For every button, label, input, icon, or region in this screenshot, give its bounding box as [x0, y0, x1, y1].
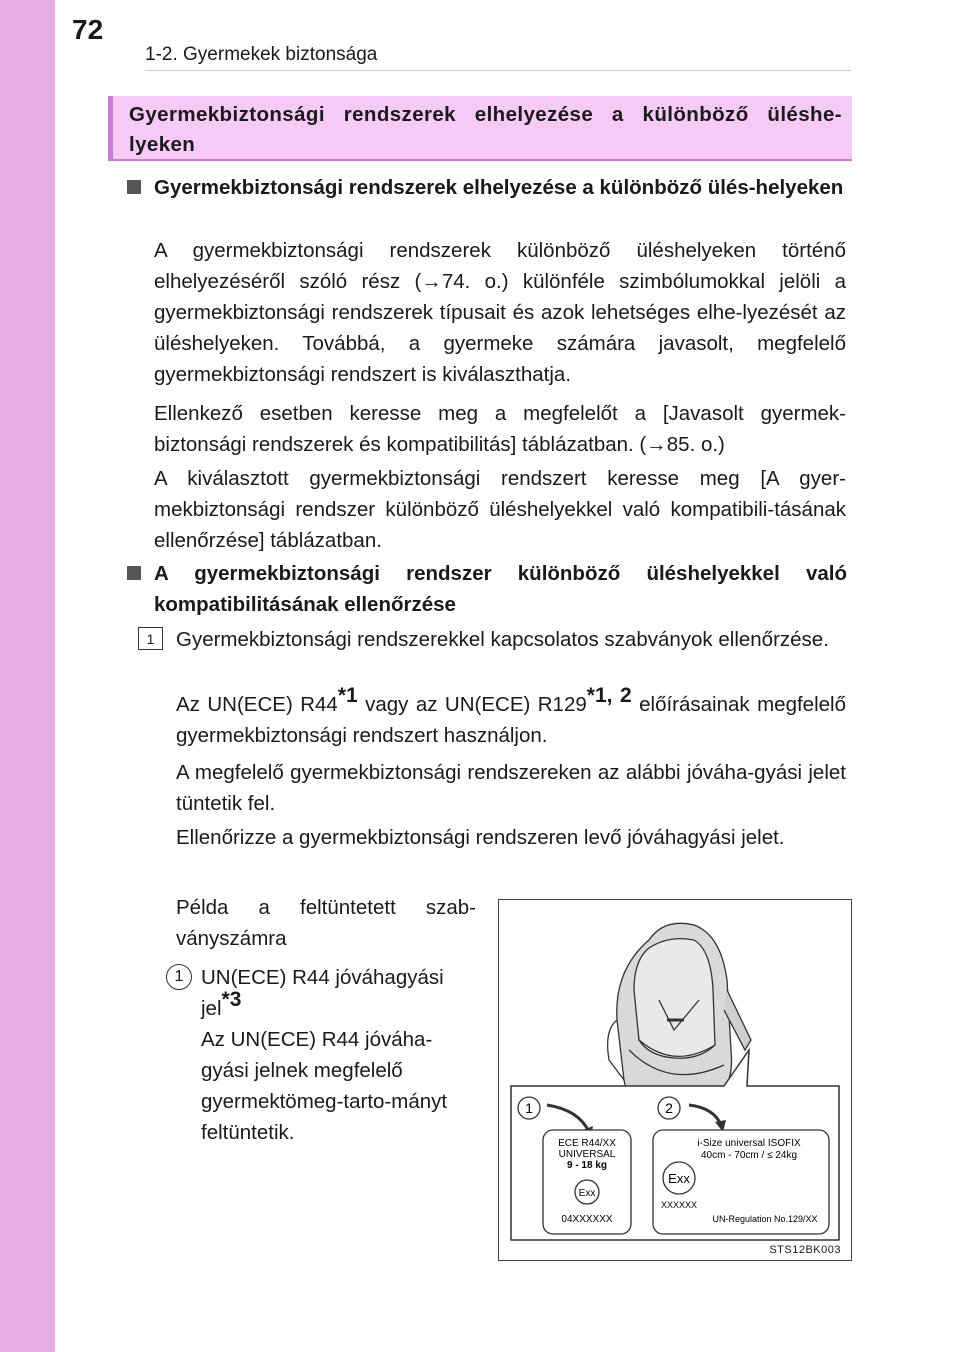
side-tab-band: [0, 0, 55, 1352]
square-bullet-icon: [127, 566, 141, 580]
paragraph: Ellenkező esetben keresse meg a megfelelőt a [Javasolt gyermek-biztonsági rendszerek és kompatibilitás] táblázatban. (→85. o.): [154, 402, 846, 456]
example-label: Példa a feltüntetett szab-ványszámra: [176, 896, 476, 950]
subsection-title: A gyermekbiztonsági rendszer különböző üléshelyekkel való kompatibilitásának ellenőrzése: [154, 562, 847, 616]
paragraph-standards: [176, 684, 846, 751]
step-text: Gyermekbiztonsági rendszerekkel kapcsolatos szabványok ellenőrzése.: [176, 628, 829, 651]
subsection-title: Gyermekbiztonsági rendszerek elhelyezése a különböző ülés-helyeken: [154, 176, 844, 199]
paragraph: A kiválasztott gyermekbiztonsági rendszert keresse meg [A gyer-mekbiztonsági rendszer különböző üléshelyekkel való kompatibili-tásának ellenőrzése] táblázatban.: [154, 467, 846, 552]
r129-e-mark: Exx: [668, 1171, 690, 1186]
footnote-ref: *1, 2: [586, 684, 632, 707]
footnote-ref: *1: [337, 684, 358, 707]
callout-1-number: 1: [525, 1100, 533, 1116]
item-description: Az UN(ECE) R44 jóváha-gyási jelnek megfelelő gyermektömeg-tarto-mányt feltüntetik.: [201, 1028, 448, 1144]
subsection-heading-compatibility: [127, 558, 847, 620]
item-number-circle: 1: [166, 964, 192, 990]
footnote-ref: *3: [221, 988, 242, 1011]
r129-regulation: UN-Regulation No.129/XX: [712, 1214, 818, 1224]
callout-2-number: 2: [665, 1100, 673, 1116]
r44-code: 04XXXXXX: [561, 1214, 613, 1225]
r129-code: XXXXXX: [660, 1200, 698, 1210]
text-run: előírásainak megfelelő gyermekbiztonsági rendszert használjon.: [176, 693, 846, 747]
page-number: 72: [72, 14, 104, 45]
text-run: Az UN(ECE) R44: [176, 693, 338, 716]
item-title: [201, 962, 481, 1024]
r44-line-2: UNIVERSAL: [558, 1149, 616, 1160]
figure-illustration: [499, 900, 853, 1262]
section-title: Gyermekbiztonsági rendszerek elhelyezése a különböző üléshe-lyeken: [129, 103, 842, 156]
header-rule: [145, 70, 851, 71]
r129-line-1: i-Size universal ISOFIX: [697, 1138, 801, 1149]
running-head: 1-2. Gyermekek biztonsága: [145, 44, 378, 65]
step-number-box: 1: [138, 627, 163, 650]
square-bullet-icon: [127, 180, 141, 194]
subsection-heading-placement: [127, 172, 847, 203]
figure-code: STS12BK003: [769, 1244, 841, 1256]
approval-mark-figure: [498, 899, 852, 1261]
r44-line-1: ECE R44/XX: [558, 1138, 616, 1149]
text-run: vagy az UN(ECE) R129: [357, 693, 587, 716]
r129-line-2: 40cm - 70cm / ≤ 24kg: [700, 1150, 798, 1161]
paragraph: Ellenőrizze a gyermekbiztonsági rendszeren levő jóváhagyási jelet.: [176, 826, 785, 849]
paragraph: A gyermekbiztonsági rendszerek különböző üléshelyeken történő elhelyezéséről szóló rész (→74. o.) különféle szimbólumokkal jelöli a gyermekbiztonsági rendszerek típusait és azok lehetséges elhe-lyezését az üléshelyeken. Továbbá, a gyermeke számára javasolt, megfelelő gyermekbiztonsági rendszert is kiválaszthatja.: [154, 239, 846, 386]
section-title-box: [108, 96, 852, 161]
paragraph: A megfelelő gyermekbiztonsági rendszereken az alábbi jóváha-gyási jelet tüntetik fel.: [176, 761, 846, 815]
r44-line-3: 9 - 18 kg: [566, 1160, 608, 1171]
text-run: UN(ECE) R44 jóváhagyási jel: [201, 966, 444, 1020]
r44-e-mark: Exx: [578, 1188, 596, 1199]
